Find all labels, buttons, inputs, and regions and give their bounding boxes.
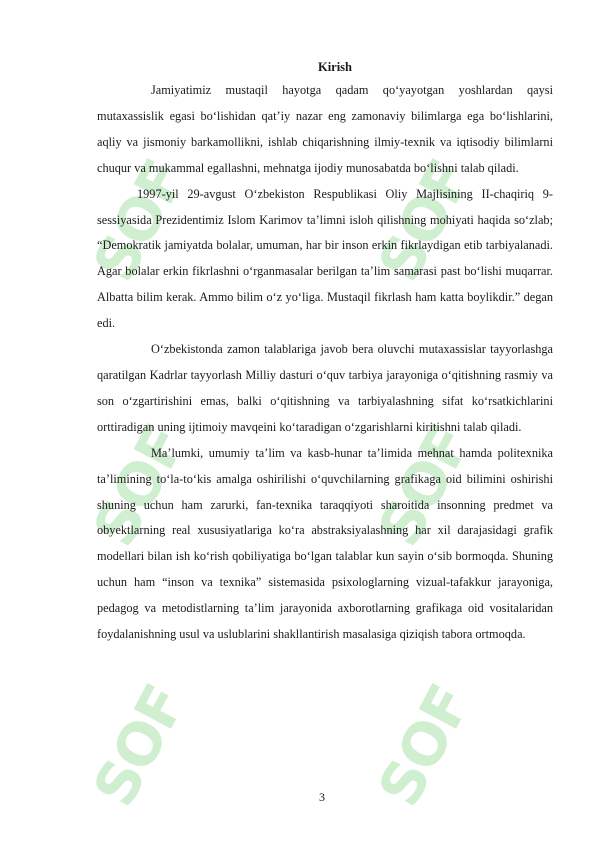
document-body [97, 56, 553, 648]
watermark-logo: SOF [80, 674, 199, 817]
document-title: Kirish [317, 60, 353, 74]
paragraph-text: Jamiyatimiz mustaqil hayotga qadam qo‘yayotgan yoshlardan qaysi mutaxassislik egasi bo‘lishidan qat’iy nazar eng zamonaviy bilimlarga ega bo‘lishlarini, aqliy va jismoniy barkamollikni, ishlab chiqarishning ilmiy-texnik va iqtisodiy bilimlarni chuqur va mukammal egallashni, mehnatga ijodiy munosabatda bo‘lishni talab qiladi. [97, 83, 553, 175]
watermark-logo: SOF [365, 149, 484, 292]
paragraph-text: Ma’lumki, umumiy ta’lim va kasb-hunar ta’limida mehnat hamda politexnika ta’limining to‘la-to‘kis amalga oshirilishi o‘quvchilarning grafikaga oid bilimini oshirishi shuning uchun ham zarurki, fan-texnika taraqqiyoti sharoitida insonning predmet va obyektlarning real xususiyatlariga ko‘ra abstraksiyalashning har xil darajasidagi grafik modellari bilan ish ko‘rish qobiliyatiga bo‘lgan talablar kun sayin o‘sib bormoqda. Shuning uchun ham “inson va texnika” sistemasida psixologlarning vizual-tafakkur jarayoniga, pedagog va metodistlarning ta’lim jarayonida axborotlarning grafikaga oid vositalaridan foydalanishning usul va uslublarini shakllantirish masalasiga qiziqish tabora ortmoqda. [97, 445, 553, 642]
paragraph [97, 78, 553, 182]
watermark-logo: SOF [365, 674, 484, 817]
paragraph [97, 182, 553, 337]
watermark-logo: SOF [80, 414, 199, 557]
page-number: 3 [319, 790, 325, 804]
paragraph [97, 337, 553, 441]
paragraph-text: O‘zbekistonda zamon talablariga javob bera oluvchi mutaxassislar tayyorlashga qaratilgan Kadrlar tayyorlash Milliy dasturi o‘quv tarbiya jarayoniga o‘qitishning rasmiy va son o‘zgartirishini emas, balki o‘qitishning va tarbiyalashning sifat ko‘rsatkichlarini orttiradigan uning ijtimoiy mavqeini ko‘taradigan o‘zgarishlarni kiritishni talab qiladi. [97, 342, 553, 434]
paragraph-text: 1997-yil 29-avgust O‘zbekiston Respublikasi Oliy Majlisining II-chaqiriq 9-sessiyasida Prezidentimiz Islom Karimov ta’limni isloh qilishning mohiyati haqida so‘zlab; “Demokratik jamiyatda bolalar, umuman, har bir inson erkin fikrlaydigan etib tarbiyalanadi. Agar bolalar erkin fikrlashni o‘rganmasalar berilgan ta’lim samarasi past bo‘lishi muqarrar. Albatta bilim kerak. Ammo bilim o‘z yo‘liga. Mustaqil fikrlash ham katta boylikdir.” degan edi. [97, 186, 553, 331]
paragraph [97, 441, 553, 648]
watermark-logo: SOF [365, 414, 484, 557]
watermark-logo: SOF [80, 149, 199, 292]
